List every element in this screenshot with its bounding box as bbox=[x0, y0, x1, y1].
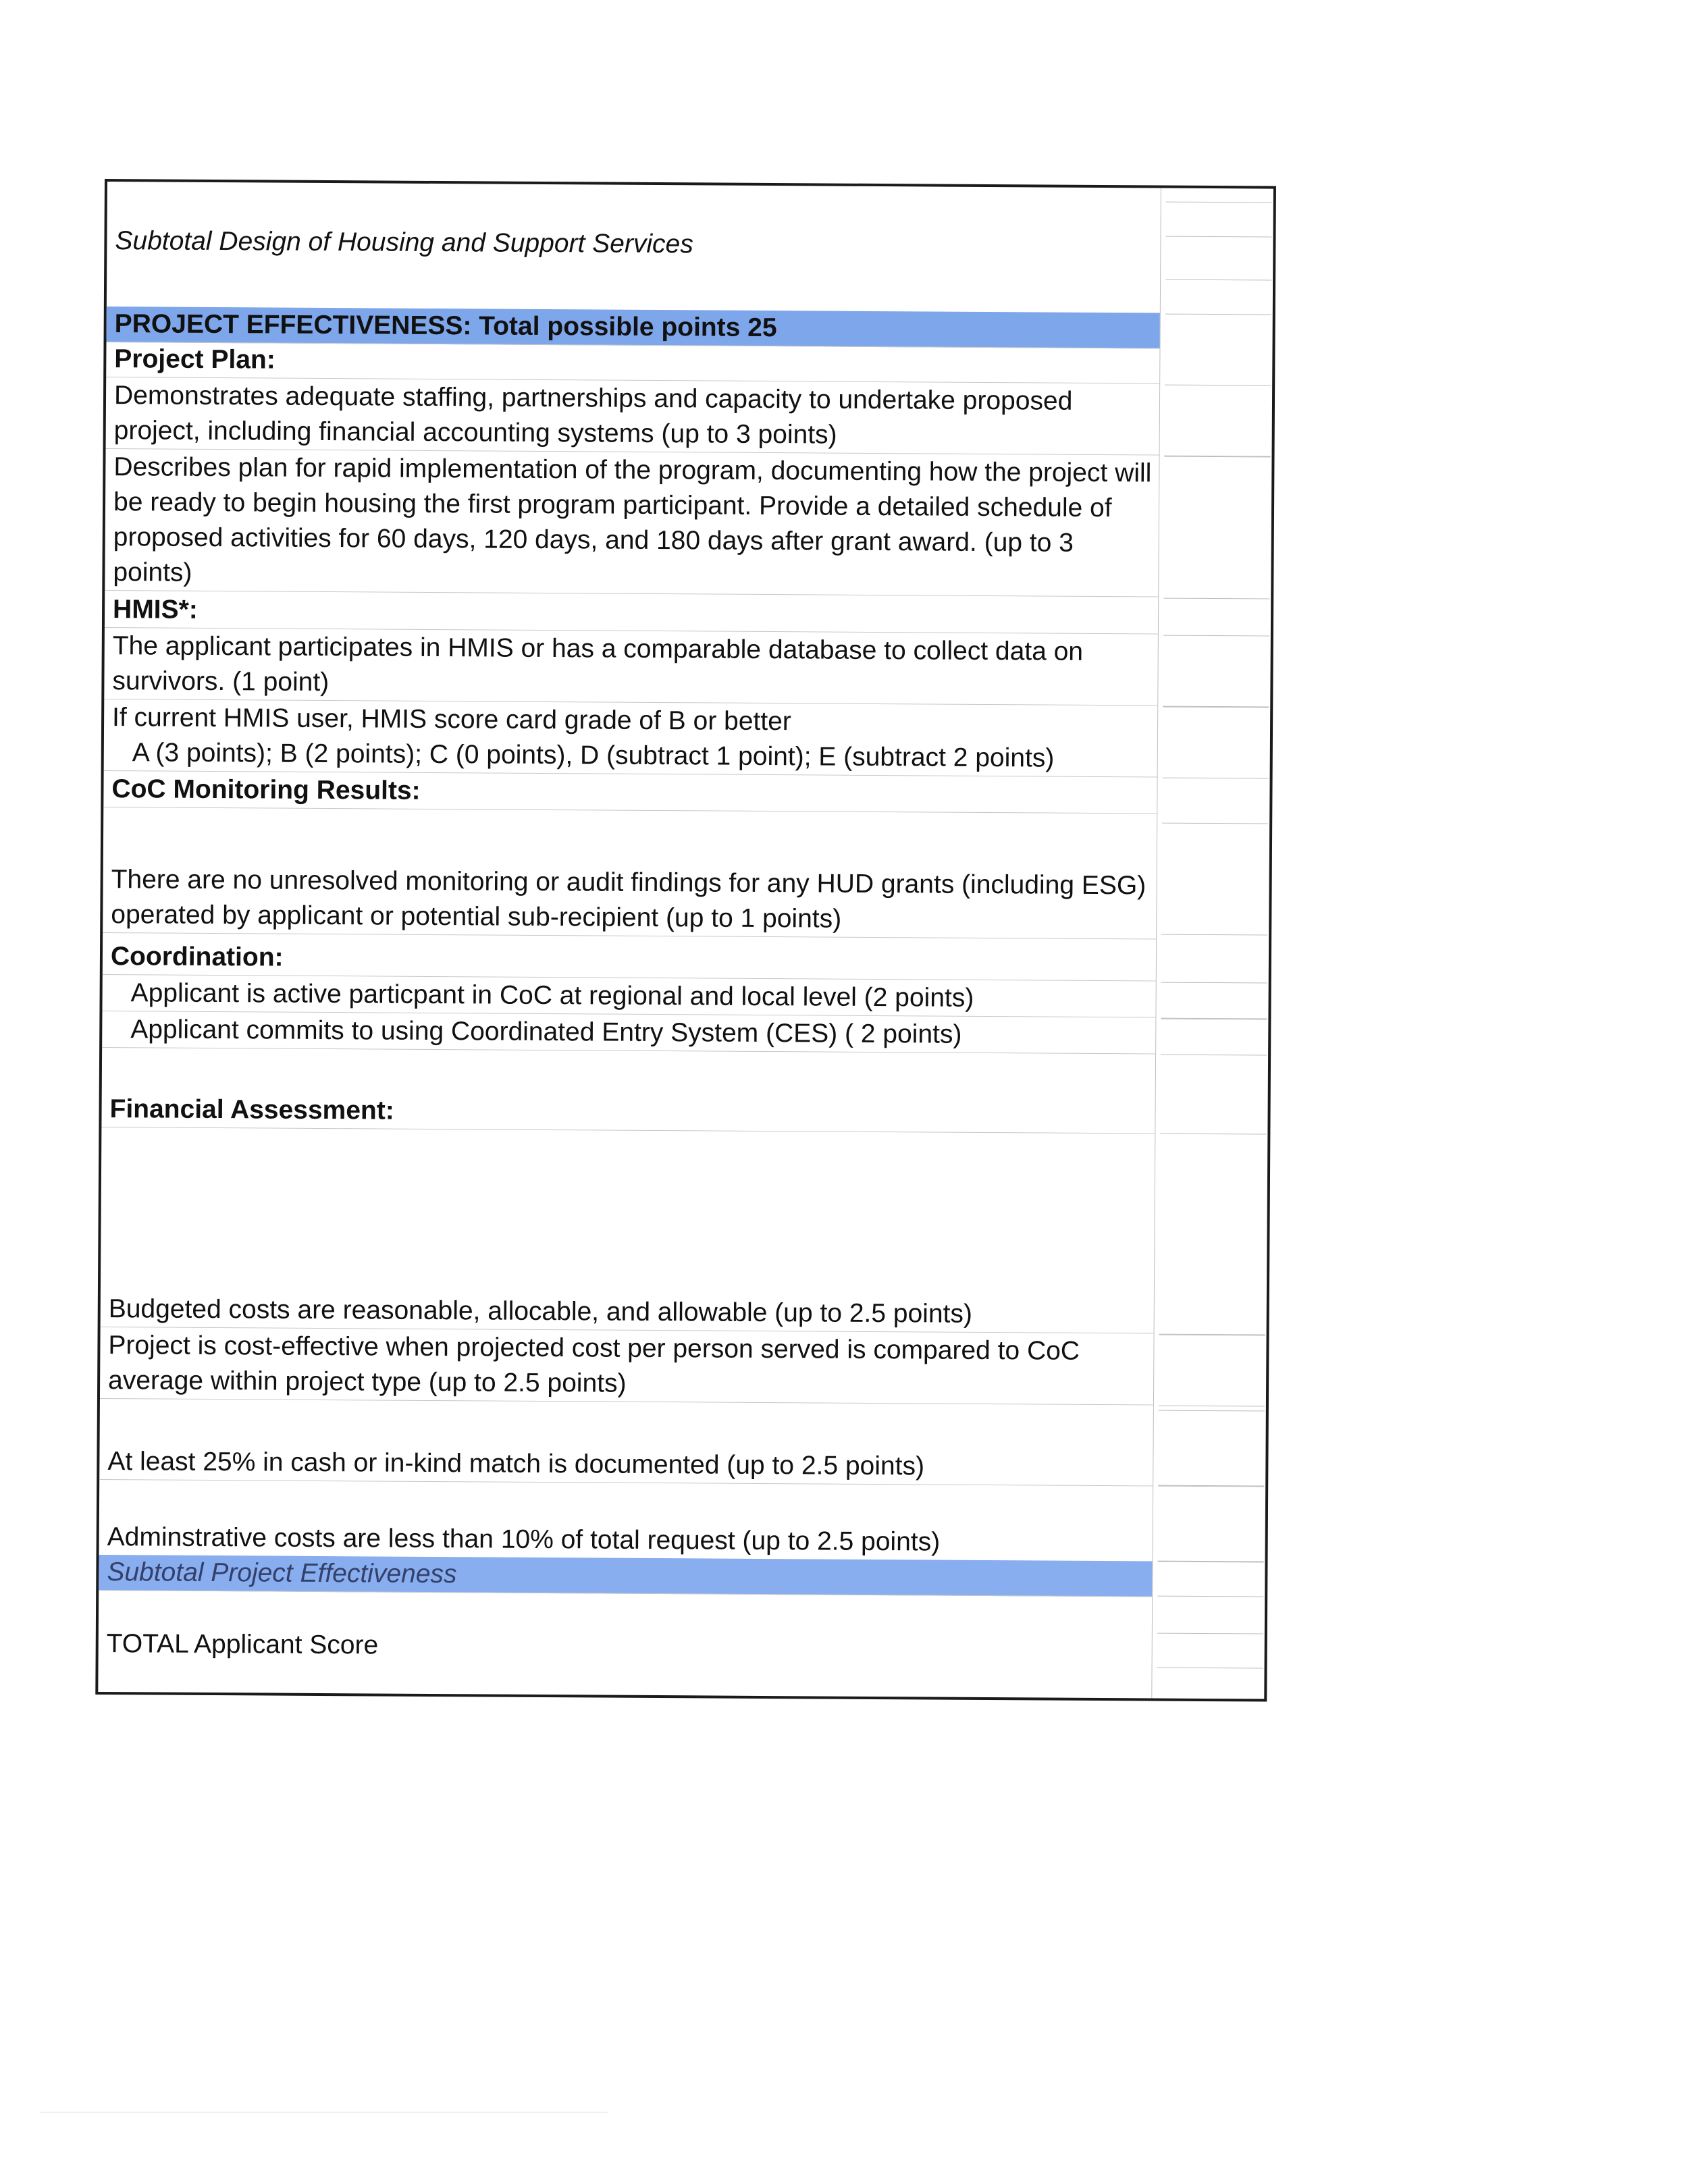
coc-monitoring-item-1 bbox=[103, 862, 1157, 940]
hmis-item-2-line-2-text: A (3 points); B (2 points); C (0 points), D (subtract 1 point); E (subtract 2 points) bbox=[132, 738, 1055, 773]
score-box-financial-1[interactable] bbox=[1159, 1134, 1267, 1335]
coc-monitoring-heading bbox=[103, 772, 1157, 814]
subtotal-effectiveness-label: Subtotal Project Effectiveness bbox=[107, 1557, 457, 1589]
project-plan-item-1-text: Demonstrates adequate staffing, partnerships and capacity to undertake proposed project, including financial accounting systems (up to 3 points) bbox=[113, 381, 1073, 450]
score-box-coc-monitoring[interactable] bbox=[1161, 823, 1268, 936]
project-plan-item-1 bbox=[106, 378, 1160, 456]
score-box-coordination-2[interactable] bbox=[1161, 1019, 1267, 1056]
scoring-form-table bbox=[95, 179, 1276, 1702]
score-box-plan-2[interactable] bbox=[1163, 456, 1270, 600]
score-box-coordination-1[interactable] bbox=[1161, 982, 1267, 1019]
project-plan-heading bbox=[106, 342, 1159, 384]
hmis-heading-text: HMIS*: bbox=[112, 595, 198, 624]
hmis-item-1-text: The applicant participates in HMIS or has a comparable database to collect data on survivors. (1 point) bbox=[112, 631, 1084, 697]
score-box-financial-2[interactable] bbox=[1159, 1335, 1265, 1407]
score-box-section[interactable] bbox=[1165, 279, 1271, 315]
project-plan-heading-text: Project Plan: bbox=[114, 344, 275, 375]
financial-item-1-text: Budgeted costs are reasonable, allocable, and allowable (up to 2.5 points) bbox=[108, 1294, 973, 1329]
project-plan-item-2 bbox=[105, 450, 1159, 597]
coordination-item-2 bbox=[102, 1012, 1155, 1055]
score-box-financial-3[interactable] bbox=[1158, 1410, 1265, 1487]
subtotal-effectiveness-row bbox=[99, 1555, 1152, 1597]
hmis-item-1 bbox=[104, 629, 1158, 706]
score-box-hmis-1[interactable] bbox=[1163, 635, 1269, 708]
hmis-item-2-line-2 bbox=[104, 735, 1157, 778]
financial-heading bbox=[101, 1092, 1155, 1134]
financial-item-2 bbox=[100, 1328, 1154, 1406]
total-score-label: TOTAL Applicant Score bbox=[106, 1629, 379, 1660]
coordination-heading bbox=[103, 939, 1156, 982]
score-box-hmis-2[interactable] bbox=[1163, 707, 1269, 779]
coordination-item-1-text: Applicant is active particpant in CoC at regional and local level (2 points) bbox=[130, 978, 974, 1013]
coordination-heading-text: Coordination: bbox=[110, 942, 284, 972]
financial-item-2-text: Project is cost-effective when projected cost per person served is compared to CoC average within project type (up to 2.5 points) bbox=[107, 1331, 1080, 1398]
project-plan-item-2-text: Describes plan for rapid implementation of the program, documenting how the project will be ready to begin housing the first program participant. Provide a detailed schedule of proposed activities for 60 days, 120 days, and 180 days after grant award. (up to 3 points) bbox=[113, 452, 1152, 587]
section-header-label: PROJECT EFFECTIVENESS: Total possible points 25 bbox=[114, 309, 777, 343]
hmis-item-2-line-1-text: If current HMIS user, HMIS score card grade of B or better bbox=[111, 703, 791, 737]
financial-item-4 bbox=[99, 1520, 1153, 1562]
coc-monitoring-heading-text: CoC Monitoring Results: bbox=[111, 774, 421, 805]
coordination-item-1 bbox=[102, 976, 1155, 1018]
score-box-financial-4[interactable] bbox=[1158, 1486, 1265, 1562]
coordination-item-2-text: Applicant commits to using Coordinated Entry System (CES) ( 2 points) bbox=[130, 1015, 962, 1049]
financial-heading-text: Financial Assessment: bbox=[109, 1094, 394, 1125]
hmis-heading bbox=[105, 592, 1158, 635]
subtotal-design-row bbox=[107, 223, 1160, 265]
score-box-subtotal-effectiveness[interactable] bbox=[1157, 1562, 1263, 1597]
financial-item-1 bbox=[101, 1291, 1154, 1334]
hmis-item-2-line-1 bbox=[104, 700, 1157, 742]
score-box-total[interactable] bbox=[1157, 1633, 1263, 1669]
financial-item-3 bbox=[99, 1444, 1153, 1487]
financial-item-4-text: Adminstrative costs are less than 10% of total request (up to 2.5 points) bbox=[107, 1522, 941, 1557]
coc-monitoring-item-1-text: There are no unresolved monitoring or audit findings for any HUD grants (including ESG) operated by applicant or potential sub-recipient (up to 1 points) bbox=[111, 865, 1146, 934]
financial-item-3-text: At least 25% in cash or in-kind match is documented (up to 2.5 points) bbox=[107, 1447, 925, 1481]
score-box-plan-1[interactable] bbox=[1165, 385, 1271, 457]
total-score-row bbox=[99, 1626, 1152, 1668]
subtotal-design-label: Subtotal Design of Housing and Support Services bbox=[115, 226, 693, 259]
score-box-subtotal-design[interactable] bbox=[1166, 202, 1272, 238]
